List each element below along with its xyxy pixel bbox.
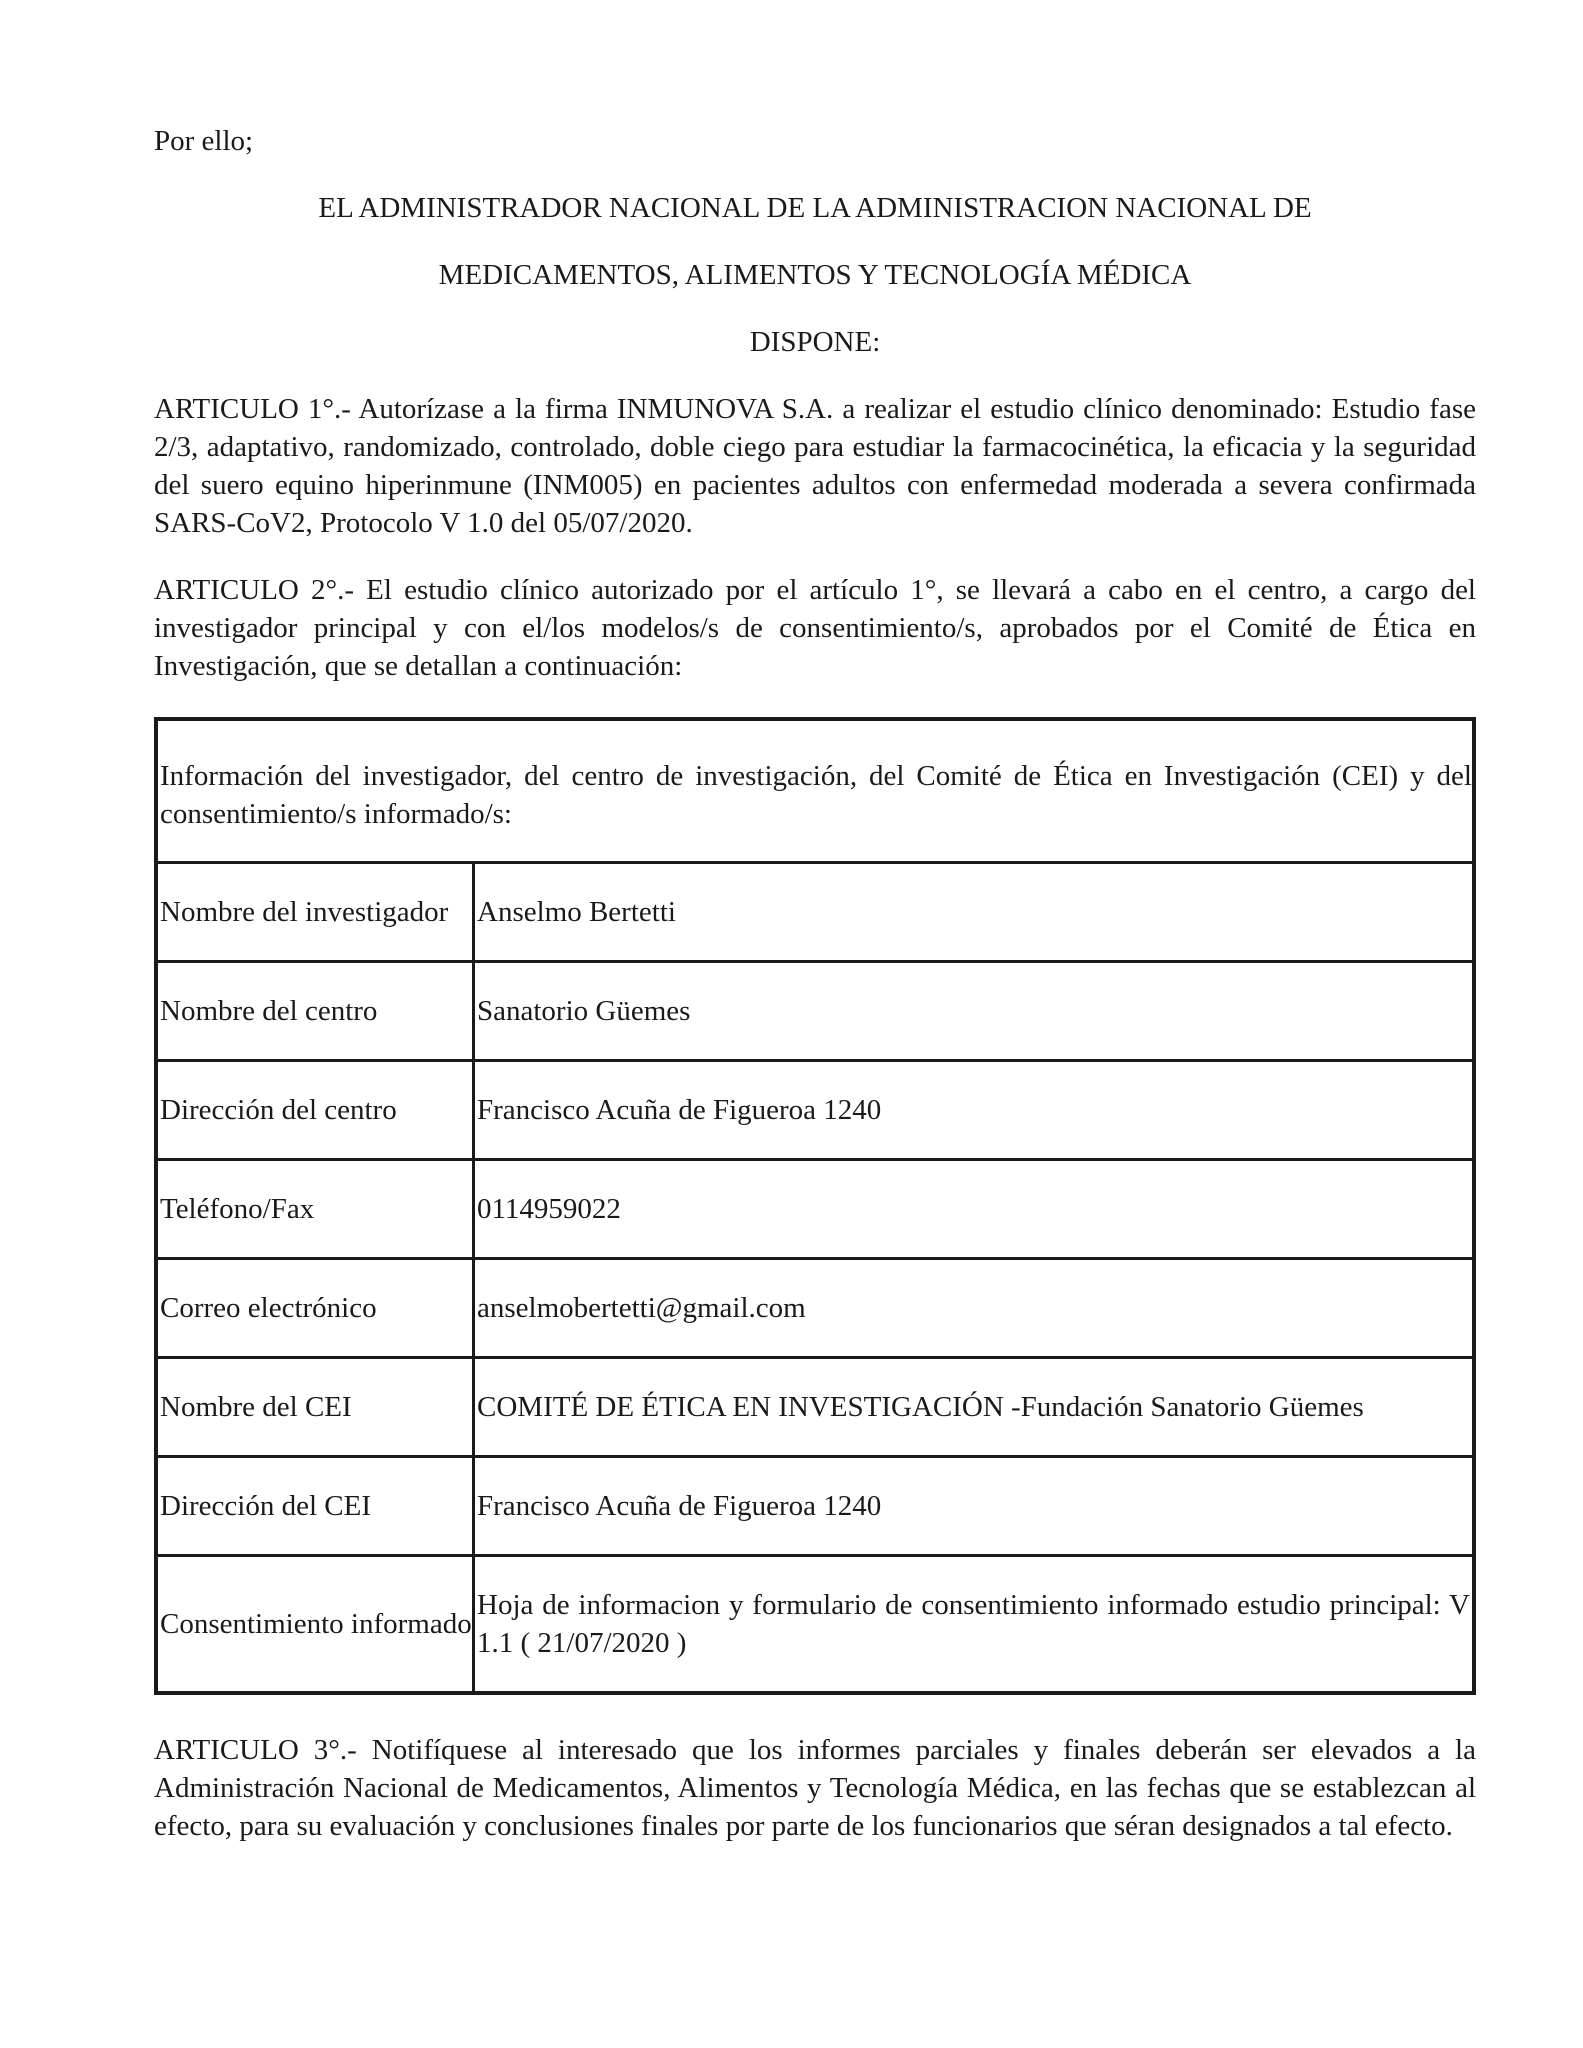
row-label-telefono: Teléfono/Fax <box>156 1160 474 1259</box>
heading-line-2: MEDICAMENTOS, ALIMENTOS Y TECNOLOGÍA MÉDICA <box>438 259 1192 291</box>
table-row <box>156 1160 1474 1259</box>
heading-line-1: EL ADMINISTRADOR NACIONAL DE LA ADMINISTRACION NACIONAL DE <box>318 192 1312 224</box>
row-label-correo: Correo electrónico <box>156 1259 474 1358</box>
row-value-telefono: 0114959022 <box>474 1160 1475 1259</box>
table-row <box>156 863 1474 962</box>
row-label-consentimiento: Consentimiento informado <box>156 1556 474 1694</box>
row-label-direccion-centro: Dirección del centro <box>156 1061 474 1160</box>
row-label-investigador: Nombre del investigador <box>156 863 474 962</box>
row-label-direccion-cei: Dirección del CEI <box>156 1457 474 1556</box>
table-caption: Información del investigador, del centro de investigación, del Comité de Ética en Investigación (CEI) y del consentimiento/s informado/s: <box>156 719 1474 863</box>
document-page <box>154 122 1476 1874</box>
table-row <box>156 1358 1474 1457</box>
row-value-investigador: Anselmo Bertetti <box>474 863 1475 962</box>
article-1: ARTICULO 1°.- Autorízase a la firma INMUNOVA S.A. a realizar el estudio clínico denominado: Estudio fase 2/3, adaptativo, randomizado, controlado, doble ciego para estudiar la farmacocinética, la eficacia y la seguridad del suero equino hiperinmune (INM005) en pacientes adultos con enfermedad moderada a severa confirmada SARS-CoV2, Protocolo V 1.0 del 05/07/2020. <box>154 393 1476 539</box>
intro-text: Por ello; <box>154 125 254 157</box>
row-value-direccion-cei: Francisco Acuña de Figueroa 1240 <box>474 1457 1475 1556</box>
table-row <box>156 1556 1474 1694</box>
table-caption-row <box>156 719 1474 863</box>
row-value-centro: Sanatorio Güemes <box>474 962 1475 1061</box>
table-row <box>156 1457 1474 1556</box>
row-value-consentimiento: Hoja de informacion y formulario de consentimiento informado estudio principal: V 1.1 ( 21/07/2020 ) <box>474 1556 1475 1694</box>
row-value-nombre-cei: COMITÉ DE ÉTICA EN INVESTIGACIÓN -Fundación Sanatorio Güemes <box>474 1358 1475 1457</box>
table-row <box>156 1061 1474 1160</box>
row-label-nombre-cei: Nombre del CEI <box>156 1358 474 1457</box>
table-row <box>156 962 1474 1061</box>
row-value-correo: anselmobertetti@gmail.com <box>474 1259 1475 1358</box>
row-value-direccion-centro: Francisco Acuña de Figueroa 1240 <box>474 1061 1475 1160</box>
investigator-info-table <box>154 717 1476 1695</box>
row-label-centro: Nombre del centro <box>156 962 474 1061</box>
article-2: ARTICULO 2°.- El estudio clínico autorizado por el artículo 1°, se llevará a cabo en el centro, a cargo del investigador principal y con el/los modelos/s de consentimiento/s, aprobados por el Comité de Ética en Investigación, que se detallan a continuación: <box>154 574 1476 682</box>
table-row <box>156 1259 1474 1358</box>
article-3: ARTICULO 3°.- Notifíquese al interesado que los informes parciales y finales deberán ser elevados a la Administración Nacional de Medicamentos, Alimentos y Tecnología Médica, en las fechas que se establezcan al efecto, para su evaluación y conclusiones finales por parte de los funcionarios que séran designados a tal efecto. <box>154 1734 1476 1842</box>
heading-dispone: DISPONE: <box>749 326 881 358</box>
